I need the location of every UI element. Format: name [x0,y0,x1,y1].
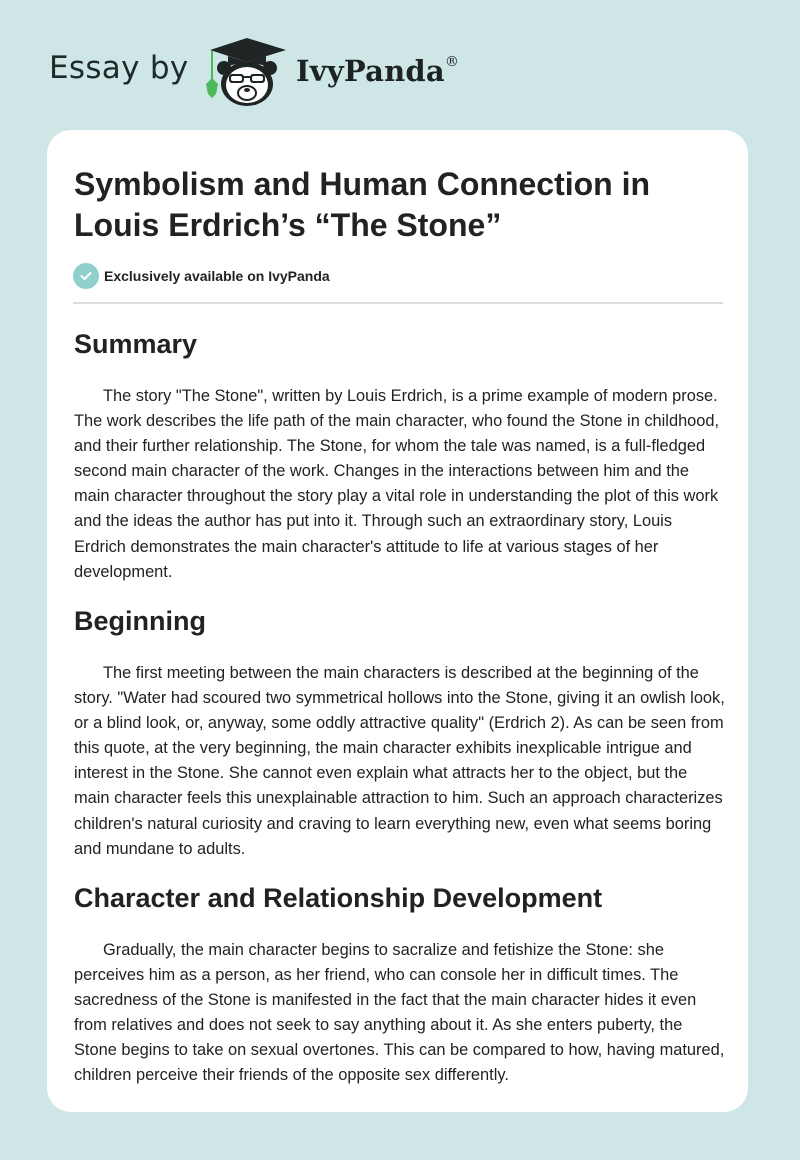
divider [73,302,723,304]
essay-title: Symbolism and Human Connection in Louis Erdrich’s “The Stone” [74,166,651,243]
paragraph-character-development: Gradually, the main character begins to sacralize and fetishize the Stone: she perceives him as a person, as her friend, who can console her in difficult times. The sacredness of the Stone is manifested in the fact that the main character hides it even from relatives and does not seek to say anything about it. As she enters puberty, the Stone begins to take on sexual overtones. This can be compared to how, having matured, children perceive their friends of the opposite sex differently. [74,941,725,1085]
essay-card [47,130,748,1112]
check-circle-icon [73,263,99,289]
essay-by-label: Essay by [49,50,189,86]
section-heading-beginning: Beginning [74,606,206,636]
registered-mark: ® [444,54,460,71]
badge-label: Exclusively available on IvyPanda [104,268,330,284]
section-heading-character-development: Character and Relationship Development [74,883,603,913]
section-heading-summary: Summary [74,329,198,359]
brand-name[interactable]: IvyPanda® [296,54,460,88]
panda-graduation-cap-icon[interactable] [202,36,292,108]
paragraph-beginning: The first meeting between the main characters is described at the beginning of the story. "Water had scoured two symmetrical hollows into the Stone, giving it an owlish look, or a blind look, or, anyway, some oddly attractive quality" (Erdrich 2). As can be seen from this quote, at the very beginning, the main character exhibits inexplicable intrigue and interest in the Stone. She cannot even explain what attracts her to the object, but the main character feels this unexplainable attraction to him. Such an approach characterizes children's natural curiosity and craving to learn everything new, even what seems boring and mundane to adults. [74,664,725,858]
site-header [0,0,800,130]
paragraph-summary: The story "The Stone", written by Louis Erdrich, is a prime example of modern prose. The work describes the life path of the main character, who found the Stone in childhood, and their further relationship. The Stone, for whom the tale was named, is a full-fledged second main character of the work. Changes in the interactions between him and the main character throughout the story play a vital role in understanding the plot of this work and the ideas the author has put into it. Through such an extraordinary story, Louis Erdrich demonstrates the main character's attitude to life at various stages of her development. [74,387,720,581]
exclusive-badge [73,263,330,289]
